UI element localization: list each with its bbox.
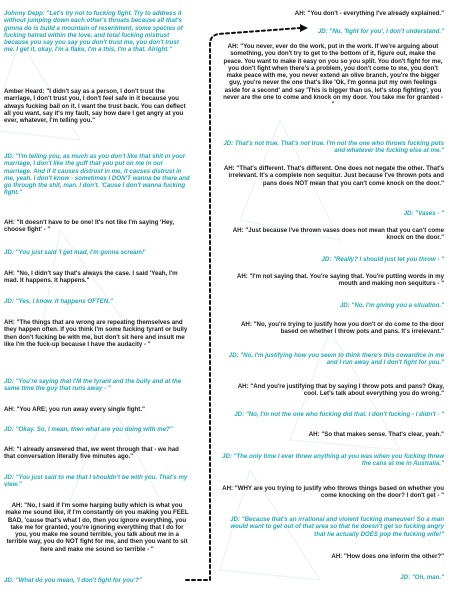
dialogue-line: AH: "You never, ever do the work, put in the work. If we're arguing about something, you don't try to get to the bottom of it, figure out, make the peace. You want to make it easy on you so you split. You don't fight for me, you don't fight when there's a problem, you don't come to me, you don't make peace with me, you never extend an olive branch, you're the bigger guy, you're never the one that's like 'Ok, I'm gonna put my own feelings aside for a second' and say 'This is bigger than us, let's stop fighting', you never are the one to come and knock on my door. You take me for granted - ": [223, 43, 443, 109]
dialogue-line: JD: "Okay. So, I mean, then what are you doing with me?": [4, 426, 173, 433]
dialogue-line: AH: "No, I said if I'm some harping bully which is what you make me sound like, if I'm constantly on you making you FEEL BAD, 'cause that's what I do, then you ignore everything, you take me for granted, you're ignoring everything that I do for you, you make me sound terrible, you talk about me in a terrible way, you do NOT fight for me, and then you want to sit here and make me sound so terrible - ": [5, 502, 189, 553]
dialogue-line: Johnny Depp: "Let's try not to fucking fight. Try to address it without jumping down each other's throats because all that's gonna do is build a mountain of resentment, some species of fucking hatred within the love, and total fucking mistrust because you say you say you don't trust me, you don't trust me. I get it, okay, I'm a flake, I'm a this, I'm a that. Alright.": [4, 10, 183, 54]
dialogue-line: JD: "You just said 'I get mad, I'm gonna scream!': [4, 249, 146, 256]
dialogue-line: JD: "I'm telling you, as much as you don't like that shit in your marriage, I don't like the guff that you put on me in our marriage. And if it causes distrust in me, it causes distrust in me, yeah. I don't know - sometimes I DON'T wanna be there and go through the shit, man. I don't. 'Cause I don't wanna fucking fight.": [4, 153, 190, 197]
dialogue-line: AH: "So that makes sense. That's clear, yeah.": [308, 431, 444, 438]
dialogue-line: JD: "No, I'm justifying how you seem to think there's this cowardice in me and I run away and I don't fight for you.": [228, 352, 444, 367]
dialogue-line: AH: "No, you're trying to justify how you don't or do come to the door based on whether I throw pots and pans. It's irrelevant.": [240, 321, 444, 336]
dialogue-line: JD: "You're saying that I'M the tyrant and the bully and at the same time the guy that runs away - ": [4, 378, 182, 393]
dialogue-line: JD: "Really? I should just let you throw - ": [321, 256, 444, 263]
dialogue-line: AH: "And you're justifying that by saying I throw pots and pans? Okay, cool. Let's talk about everything you do wrong.": [237, 383, 444, 398]
dialogue-line: Amber Heard: "I didn't say as a person, I don't trust the marriage, I don't trust you, I don't feel safe in it because you always fucking bail on it. I want the trust back. You can deflect all you want, say it's my fault, say how dare I get angry at you ever, whatever, I'm telling you.": [4, 88, 186, 125]
dialogue-line: AH: "I'm not saying that. You're saying that. You're putting words in my mouth and making non sequiturs - ": [236, 273, 444, 288]
dialogue-line: JD: "Vases - ": [403, 210, 444, 217]
dialogue-line: AH: "You ARE; you run away every single fight.": [4, 406, 145, 413]
dialogue-line: JD: "The only time I ever threw anything at you was when you fucking threw the cans at me in Australia.": [222, 453, 444, 468]
dialogue-line: AH: "I already answered that, we went through that - we had that conversation literally five minutes ago.": [4, 446, 179, 461]
dialogue-line: JD: "You just said to me that I shouldn't be with you. That's my view.": [4, 474, 188, 489]
dialogue-line: JD: "Yes, I know. It happens OFTEN.": [4, 298, 113, 305]
dialogue-line: AH: "Just because I've thrown vases does not mean that you can't come knock on the door.": [232, 227, 444, 242]
dialogue-line: JD: "No, I'm giving you a situation.": [339, 302, 444, 309]
dialogue-line: AH: "That's different. That's different. One does not negate the other. That's irrelevant. It's a complete non sequitur. Just because I've thrown pots and pans does NOT mean that you can't come knock on the door.": [223, 165, 444, 187]
dialogue-line: AH: "No, I didn't say that's always the case. I said 'Yeah, I'm mad. It happens. It happens.": [4, 270, 178, 285]
dialogue-line: JD: That's not true. That's not true. I'm not the one who throws fucking pots and whatever the fucking else at me.": [223, 140, 444, 155]
dialogue-line: JD: "No, I'm not the one who fucking did that. I don't fucking - I didn't - ": [234, 411, 444, 418]
dialogue-line: JD: "Because that's an irrational and violent fucking maneuver! So a man would want to get out of that area so that he doesn't get so fucking angry that he actually DOES pop the fucking wife!": [230, 516, 444, 538]
dialogue-line: AH: "It doesn't have to be one! It's not like I'm saying 'Hey, choose fight' - ": [4, 219, 175, 234]
dialogue-line: JD: "No, 'fight for you', I don't understand.": [317, 28, 444, 35]
dialogue-line: JD: "Oh, man.": [400, 574, 444, 581]
dialogue-line: AH: "The things that are wrong are repeating themselves and they happen often. If you think I'm some fucking tyrant or bully then don't fucking be with me, but don't sit here and insult me like I'm the fuck-up because I have the audacity - ": [4, 319, 188, 348]
dialogue-line: JD: "What do you mean, 'I don't fight for you'?": [4, 577, 142, 584]
dialogue-line: AH: "You don't - everything I've already explained.": [294, 10, 444, 17]
dialogue-line: AH: "How does one inform the other?": [331, 553, 444, 560]
dialogue-line: AH: "WHY are you trying to justify who throws things based on whether you come knocking on the door? I don't get - ": [222, 485, 444, 500]
